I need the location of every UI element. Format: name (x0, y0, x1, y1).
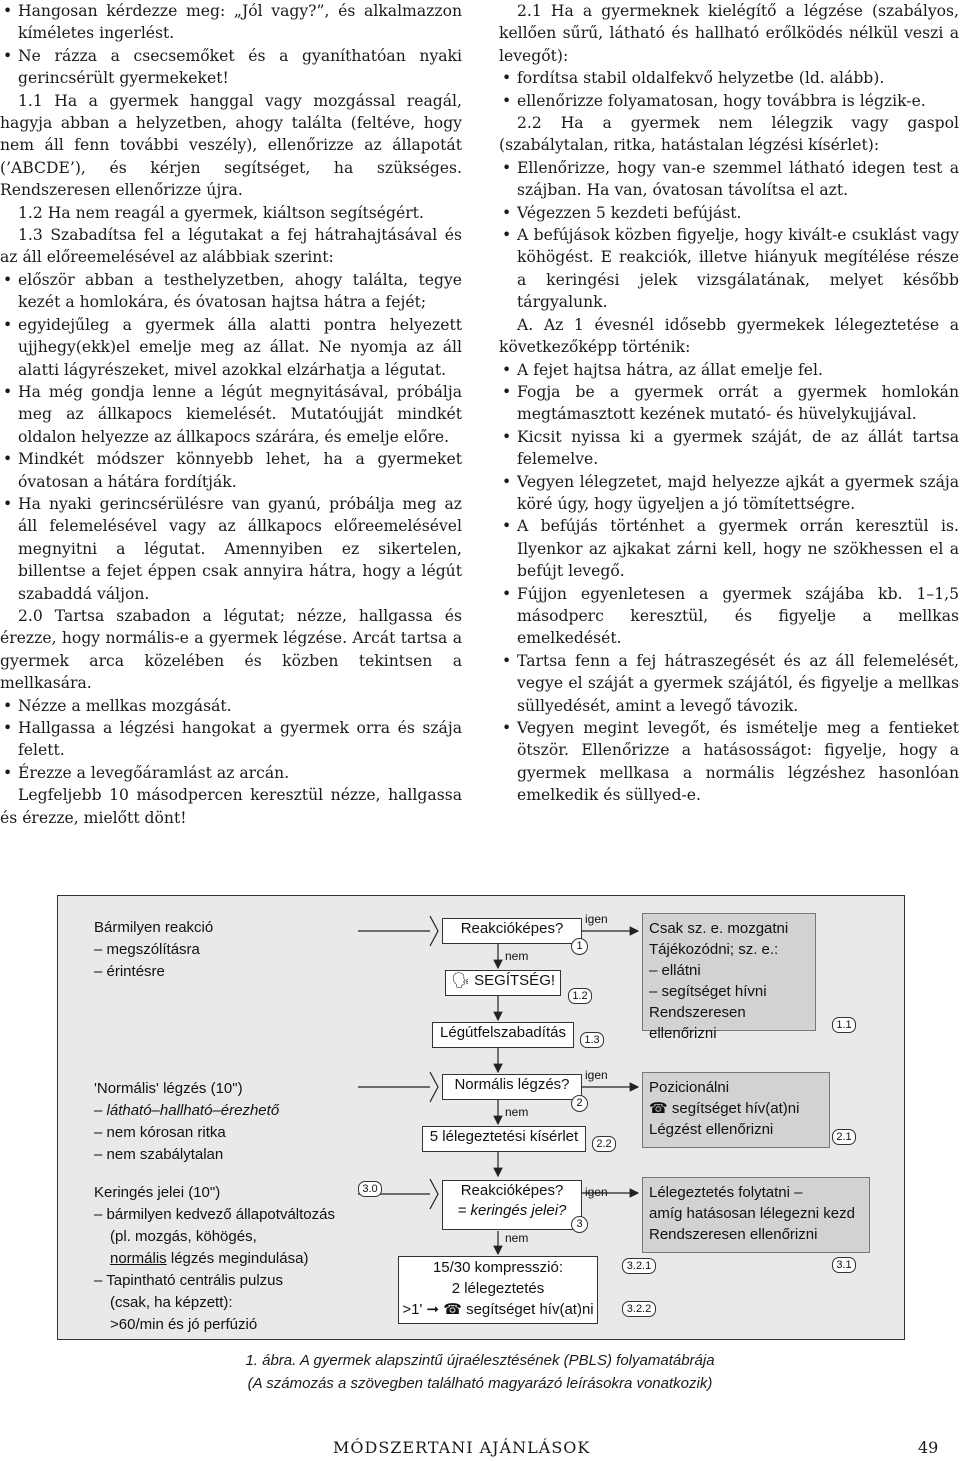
yes-label: igen (585, 912, 608, 926)
circulation-item: normális légzés megindulása) (110, 1250, 309, 1267)
shout-icon: 🗣 (450, 972, 475, 989)
result-circulation: Lélegeztetés folytatni – amíg hatásosan lélegezni kezd Rendszeresen ellenőrizni (642, 1177, 870, 1253)
cpr-box: 15/30 kompresszió: 2 lélegeztetés >1' ➞ ☎ segítséget hív(at)ni (398, 1256, 598, 1324)
airway-opening: Légútfelszabadítás (432, 1022, 574, 1048)
no-label: nem (505, 949, 529, 963)
yes-label: igen (585, 1068, 608, 1082)
circulation-item: – bármilyen kedvező állapotváltozás (94, 1206, 335, 1223)
bullet-item: • A befújás történhet a gyermek orrán keresztül is. Ilyenkor az ajkakat zárni kell, hogy ne szökhessen el a befújt levegő. (499, 515, 959, 582)
bullet-item: • A befújások közben figyelje, hogy kivált-e csuklást vagy köhögést. E reakciók, illetve hiányuk megítélése része a keringési jelek vizsgálatának, melyet később tárgyalunk. (499, 224, 959, 314)
paragraph-2-0: 2.0 Tartsa szabadon a légutat; nézze, hallgassa és érezze, hogy normális-e a gyermek légzése. Arcát tartsa a gyermek arca közelében és közben tekintsen a mellkasára. (0, 606, 462, 693)
ref-3-2-2: 3.2.2 (622, 1301, 656, 1317)
ref-1-1: 1.1 (832, 1017, 856, 1033)
yes-label: igen (585, 1185, 608, 1199)
bullet-item: • Ha nyaki gerincsérülésre van gyanú, próbálja meg az áll felemelésével vagy az állkapocs előreemelésével megnyitni a légutat. Amennyiben ez sikertelen, billentse a fejet éppen csak annyira hátra, hogy a légút szabaddá váljon. (0, 493, 462, 605)
bullet-item: • Fújjon egyenletesen a gyermek szájába kb. 1–1,5 másodperc keresztül, és figyelje a mellkas emelkedését. (499, 583, 959, 650)
bullet-item: • Vegyen lélegzetet, majd helyezze ajkát a gyermek szája köré úgy, hogy ügyeljen a jó tömítettségre. (499, 471, 959, 516)
bullet-item: • Végezzen 5 kezdeti befújást. (499, 202, 959, 224)
result-responsive: Csak sz. e. mozgatni Tájékozódni; sz. e.: – ellátni – segítséget hívni Rendszeresen ellenőrizni (642, 913, 816, 1031)
bullet-item: • ellenőrizze folyamatosan, hogy továbbra is légzik-e. (499, 90, 959, 112)
bullet-item: • Kicsit nyissa ki a gyermek száját, de az állát tartsa felemelve. (499, 426, 959, 471)
bullet-item: • Mindkét módszer könnyebb lehet, ha a gyermeket óvatosan a hátára fordítják. (0, 448, 462, 493)
bullet-item: • Fogja be a gyermek orrát a gyermek homlokán megtámasztott kezének mutató- és hüvelykujjával. (499, 381, 959, 426)
ref-2: 2 (571, 1095, 588, 1112)
ref-1: 1 (571, 938, 588, 955)
bullet-item: • A fejet hajtsa hátra, az állat emelje fel. (499, 359, 959, 381)
call-for-help: 🗣 SEGÍTSÉG! (445, 970, 561, 996)
left-column (0, 0, 462, 829)
ref-3-1: 3.1 (832, 1257, 856, 1273)
ref-3: 3 (571, 1216, 588, 1233)
ref-1-2: 1.2 (568, 988, 592, 1004)
circulation-item: – Tapintható centrális pulzus (94, 1272, 284, 1289)
circulation-item: (csak, ha képzett): (110, 1294, 233, 1311)
breathing-item: – nem kórosan ritka (94, 1124, 226, 1141)
paragraph-1-1: 1.1 Ha a gyermek hanggal vagy mozgással reagál, hagyja abban a helyzetben, ahogy találta (feltéve, hogy nem áll fenn további veszély), ellenőrizze az állapotát (’ABCDE’), és kérjen segítséget, ha szükséges. Rendszeresen ellenőrizze újra. (0, 91, 462, 200)
breathing-item: – látható–hallható–érezhető (94, 1102, 280, 1119)
question-circulation: Reakcióképes? = keringés jelei? (442, 1180, 582, 1230)
bullet-item: • egyidejűleg a gyermek álla alatti pontra helyezett ujjhegy(ekk)el emelje meg az állat. Ne nyomja az áll alatti lágyrészeket, mivel azokkal elzárhatja a légutat. (0, 314, 462, 381)
pbls-flowchart (57, 895, 905, 1340)
ref-3-0: 3.0 (358, 1181, 382, 1197)
ref-3-2-1: 3.2.1 (622, 1258, 656, 1274)
ref-2-2: 2.2 (592, 1136, 616, 1152)
footer-title: MÓDSZERTANI AJÁNLÁSOK (333, 1438, 591, 1457)
bullet-item: • Tartsa fenn a fej hátraszegését és az áll felemelését, vegye el száját a gyermek szájától, és figyelje a mellkas süllyedését, amint a levegő távozik. (499, 650, 959, 717)
question-breathing: Normális légzés? (442, 1074, 582, 1100)
question-reaction: Reakcióképes? (442, 918, 582, 944)
bullet-item: • először abban a testhelyzetben, ahogy találta, tegye kezét a homlokára, és óvatosan hajtsa hátra a fejét; (0, 269, 462, 314)
bullet-item: • Nézze a mellkas mozgását. (0, 695, 462, 717)
ref-1-3: 1.3 (580, 1032, 604, 1048)
circulation-heading: Keringés jelei (10") (94, 1184, 221, 1201)
bullet-item: • Ne rázza a csecsemőket és a gyaníthatóan nyaki gerincsérült gyermekeket! (0, 45, 462, 90)
rescue-breaths: 5 lélegeztetési kísérlet (422, 1126, 586, 1152)
paragraph-a: A. Az 1 évesnél idősebb gyermekek lélegeztetése a következőképp történik: (499, 315, 959, 357)
paragraph-2-2: 2.2 Ha a gyermek nem lélegzik vagy gaspol (szabálytalan, ritka, hatástalan légzési kísérlet): (499, 114, 959, 155)
right-column (499, 0, 959, 807)
page-number: 49 (918, 1438, 939, 1457)
figure-caption-line2: (A számozás a szövegben található magyarázó leírásokra vonatkozik) (247, 1375, 713, 1392)
figure-caption-line1: 1. ábra. A gyermek alapszintű újraélesztésének (PBLS) folyamatábrája (245, 1352, 715, 1369)
bullet-item: • Vegyen megint levegőt, és ismételje meg a fentieket ötször. Ellenőrizze a hatásosságot: figyelje, hogy a gyermek mellkasa a normális légzéshez hasonlóan emelkedik és süllyed-e. (499, 717, 959, 807)
bullet-item: • fordítsa stabil oldalfekvő helyzetbe (ld. alább). (499, 67, 959, 89)
bullet-item: • Hangosan kérdezze meg: „Jól vagy?”, és alkalmazzon kíméletes ingerlést. (0, 0, 462, 45)
bullet-item: • Hallgassa a légzési hangokat a gyermek orra és szája felett. (0, 717, 462, 762)
breathing-item: – nem szabálytalan (94, 1146, 224, 1163)
circulation-item: (pl. mozgás, köhögés, (110, 1228, 257, 1245)
bullet-item: • Ellenőrizze, hogy van-e szemmel látható idegen test a szájban. Ha van, óvatosan távolítsa el azt. (499, 157, 959, 202)
no-label: nem (505, 1231, 529, 1245)
ref-2-1: 2.1 (832, 1129, 856, 1145)
paragraph-2-1: 2.1 Ha a gyermeknek kielégítő a légzése (szabályos, kellően sűrű, látható és hallható erőlködés nélkül veszi a levegőt): (499, 2, 959, 65)
paragraph-1-2: 1.2 Ha nem reagál a gyermek, kiáltson segítségért. (18, 203, 424, 222)
reaction-item: – megszólításra (94, 941, 200, 958)
paragraph-final: Legfeljebb 10 másodpercen keresztül nézze, hallgassa és érezze, mielőtt dönt! (0, 786, 462, 827)
bullet-item: • Ha még gondja lenne a légút megnyitásával, próbálja meg az állkapocs kiemelését. Mutatóujját mindkét oldalon helyezze az állkapocs szárára, és emelje előre. (0, 381, 462, 448)
paragraph-1-3: 1.3 Szabadítsa fel a légutakat a fej hátrahajtásával és az áll előreemelésével az alábbiak szerint: (0, 226, 462, 267)
bullet-item: • Érezze a levegőáramlást az arcán. (0, 762, 462, 784)
breathing-senses: látható–hallható–érezhető (106, 1102, 280, 1119)
reaction-item: – érintésre (94, 963, 165, 980)
circulation-item: >60/min és jó perfúzió (110, 1316, 258, 1333)
no-label: nem (505, 1105, 529, 1119)
breathing-heading: 'Normális' légzés (10") (94, 1080, 243, 1097)
reaction-heading: Bármilyen reakció (94, 919, 214, 936)
result-breathing: Pozicionálni ☎ segítséget hív(at)ni Légzést ellenőrizni (642, 1072, 830, 1148)
